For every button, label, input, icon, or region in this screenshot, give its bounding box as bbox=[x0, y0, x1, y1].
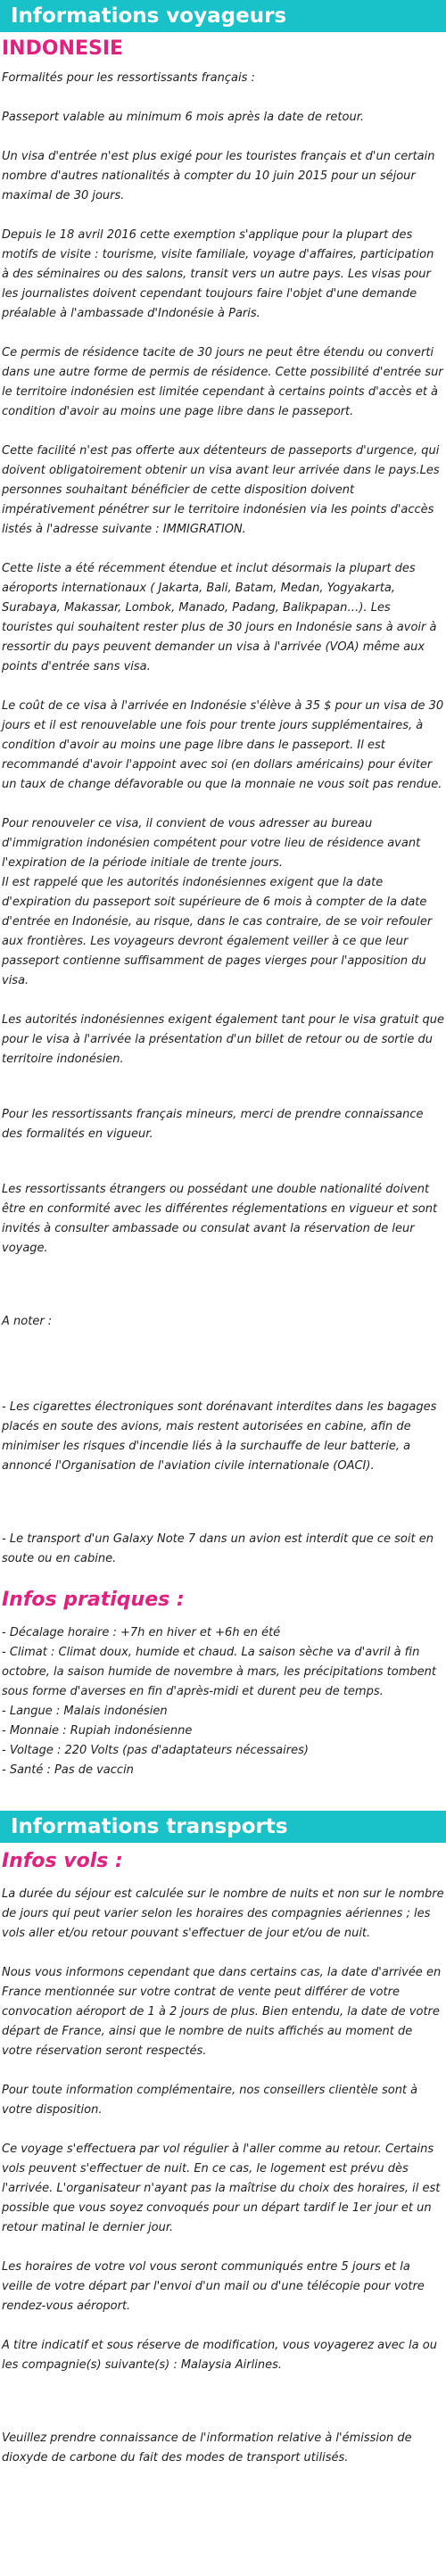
pratiques-item: - Monnaie : Rupiah indonésienne bbox=[2, 1724, 193, 1738]
note-label: A noter : bbox=[2, 1315, 53, 1328]
paragraph: Les ressortissants étrangers ou possédant une double nationalité doivent être en conformité avec les différentes réglementations en vigueur et sont invités à consulter ambassade ou consulat avant la réservation de leur voyage. bbox=[2, 1183, 438, 1255]
paragraph: Passeport valable au minimum 6 mois après la date de retour. bbox=[2, 111, 364, 124]
pratiques-list bbox=[2, 1623, 444, 1780]
paragraph: Ce permis de résidence tacite de 30 jours ne peut être étendu ou converti dans une autre forme de permis de résidence. Cette possibilité d'entrée sur le territoire indonésien est limitée cependant à certains points d'accès et à condition d'avoir au moins une page libre dans le passeport. bbox=[2, 346, 443, 418]
paragraph: Veuillez prendre connaissance de l'information relative à l'émission de dioxyde de carbone du fait des modes de transport utilisés. bbox=[2, 2432, 412, 2465]
paragraph: Cette facilité n'est pas offerte aux détenteurs de passeports d'urgence, qui doivent obligatoirement obtenir un visa avant leur arrivée dans le pays.Les personnes souhaitant bénéficier de cette disposition doivent impérativement pénétrer sur le territoire indonésien via les points d'accès listés à l'adresse suivante : IMMIGRATION. bbox=[2, 444, 440, 536]
paragraph: Pour renouveler ce visa, il convient de vous adresser au bureau d'immigration indonésien compétent pour votre lieu de résidence avant l'expiration de la période initiale de trente jours. bbox=[2, 817, 421, 870]
paragraph: - Les cigarettes électroniques sont dorénavant interdites dans les bagages placés en soute des avions, mais restent autorisées en cabine, afin de minimiser les risques d'incendie liés à la surchauffe de leur batterie, a annoncé l'Organisation de l'aviation civile internationale (OACI). bbox=[2, 1400, 437, 1473]
pratiques-item: - Climat : Climat doux, humide et chaud. La saison sèche va d'avril à fin octobre, la saison humide de novembre à mars, les précipitations tombent sous forme d'averses en fin d'après-midi et durent peu de temps. bbox=[2, 1646, 436, 1698]
vols-title: Infos vols : bbox=[2, 1850, 123, 1872]
pratiques-title: Infos pratiques : bbox=[2, 1589, 185, 1611]
pratiques-item: - Santé : Pas de vaccin bbox=[2, 1763, 134, 1777]
paragraph: Cette liste a été récemment étendue et inclut désormais la plupart des aéroports internationaux ( Jakarta, Bali, Batam, Medan, Yogyakarta, Surabaya, Makassar, Lombok, Manado, Padang, Balikpapan…). Les touristes qui souhaitent rester plus de 30 jours en Indonésie sans à avoir à ressortir du pays peuvent demander un visa à l'arrivée (VOA) même aux points d'entrée sans visa. bbox=[2, 562, 437, 673]
pratiques-item: - Voltage : 220 Volts (pas d'adaptateurs nécessaires) bbox=[2, 1744, 309, 1757]
paragraph: Il est rappelé que les autorités indonésiennes exigent que la date d'expiration du passeport soit supérieure de 6 mois à compter de la date d'entrée en Indonésie, au risque, dans le cas contraire, de se voir refouler aux frontières. Les voyageurs devront également veiller à ce que leur passeport contienne suffisamment de pages vierges pour l'apposition du visa. bbox=[2, 876, 433, 987]
paragraph: Ce voyage s'effectuera par vol régulier à l'aller comme au retour. Certains vols peuvent s'effectuer de nuit. En ce cas, le logement est prévu dès l'arrivée. L'organisateur n'ayant pas la maîtrise du choix des horaires, il est possible que vous soyez convoqués pour un départ tardif le 1er jour et un retour matinal le dernier jour. bbox=[2, 2143, 441, 2234]
paragraph: Les horaires de votre vol vous seront communiqués entre 5 jours et la veille de votre départ par l'envoi d'un mail ou d'une télécopie pour votre rendez-vous aéroport. bbox=[2, 2260, 425, 2313]
paragraph: Les autorités indonésiennes exigent également tant pour le visa gratuit que pour le visa à l'arrivée la présentation d'un billet de retour ou de sortie du territoire indonésien. bbox=[2, 1013, 444, 1066]
paragraph: Formalités pour les ressortissants français : bbox=[2, 71, 255, 85]
section-header-transports: Informations transports bbox=[0, 1811, 446, 1843]
paragraph: - Le transport d'un Galaxy Note 7 dans un avion est interdit que ce soit en soute ou en cabine. bbox=[2, 1532, 434, 1565]
paragraph: Depuis le 18 avril 2016 cette exemption s'applique pour la plupart des motifs de visite : tourisme, visite familiale, voyage d'affaires, participation à des séminaires ou des salons, transit vers un autre pays. Les visas pour les journalistes doivent cependant toujours faire l'objet d'une demande préalable à l'ambassade d'Indonésie à Paris. bbox=[2, 228, 434, 320]
paragraph: A titre indicatif et sous réserve de modification, vous voyagerez avec la ou les compagnie(s) suivante(s) : Malaysia Airlines. bbox=[2, 2339, 437, 2372]
section-header-voyageurs: Informations voyageurs bbox=[0, 0, 446, 32]
paragraph: Le coût de ce visa à l'arrivée en Indonésie s'élève à 35 $ pour un visa de 30 jours et il est renouvelable une fois pour trente jours supplémentaires, à condition d'avoir au moins une page libre dans le passeport. Il est recommandé d'avoir l'appoint avec soi (en dollars américains) pour éviter un taux de change défavorable ou que la monnaie ne vous soit pas rendue. bbox=[2, 699, 444, 791]
paragraph: Pour toute information complémentaire, nos conseillers clientèle sont à votre disposition. bbox=[2, 2084, 418, 2117]
paragraph: Pour les ressortissants français mineurs, merci de prendre connaissance des formalités en vigueur. bbox=[2, 1108, 424, 1141]
transports-body bbox=[2, 1885, 444, 2468]
paragraph: Un visa d'entrée n'est plus exigé pour les touristes français et d'un certain nombre d'autres nationalités à compter du 10 juin 2015 pour un séjour maximal de 30 jours. bbox=[2, 150, 435, 202]
pratiques-item: - Décalage horaire : +7h en hiver et +6h en été bbox=[2, 1626, 281, 1639]
voyageurs-body bbox=[2, 69, 444, 1569]
paragraph: Nous vous informons cependant que dans certains cas, la date d'arrivée en France mentionnée sur votre contrat de vente peut différer de votre convocation aéroport de 1 à 2 jours de plus. Bien entendu, la date de votre départ de France, ainsi que le nombre de nuits affichés au moment de votre réservation seront respectés. bbox=[2, 1966, 442, 2058]
pratiques-item: - Langue : Malais indonésien bbox=[2, 1705, 168, 1718]
country-title: INDONESIE bbox=[2, 37, 124, 60]
paragraph: La durée du séjour est calculée sur le nombre de nuits et non sur le nombre de jours qui peut varier selon les horaires des compagnies aériennes ; les vols aller et/ou retour pouvant s'effectuer de jour et/ou de nuit. bbox=[2, 1887, 444, 1940]
